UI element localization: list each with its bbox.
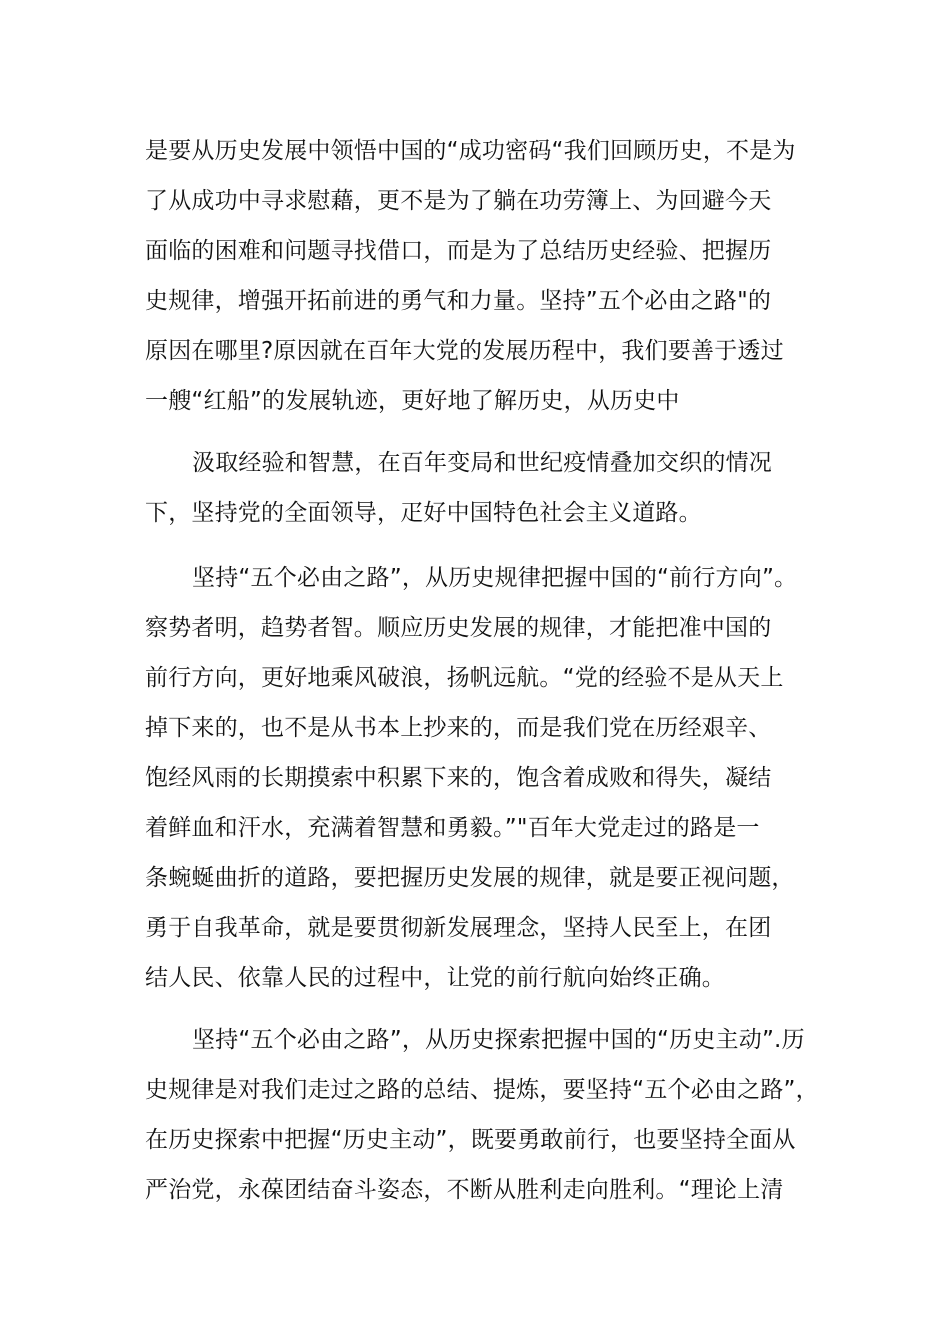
- text-line: 前行方向，更好地乘风破浪，扬帆远航。“党的经验不是从天上: [145, 665, 784, 691]
- text-line: 着鲜血和汗水，充满着智慧和勇毅。”"百年大党走过的路是一: [145, 815, 760, 841]
- text-line: 是要从历史发展中领悟中国的“成功密码“我们回顾历史，不是为: [145, 138, 796, 164]
- paragraph-2: [145, 438, 825, 538]
- text-line: 一艘“红船”的发展轨迹，更好地了解历史，从历史中: [145, 388, 680, 414]
- text-line: 下，坚持党的全面领导，疋好中国特色社会主义道路。: [145, 500, 702, 526]
- paragraph-3: [145, 553, 825, 1003]
- text-line: 汲取经验和智慧，在百年变局和世纪疫情叠加交织的情况: [192, 450, 772, 476]
- text-line: 了从成功中寻求慰藉，更不是为了躺在功劳簿上、为回避今天: [145, 188, 772, 214]
- paragraph-1: [145, 126, 825, 426]
- text-line: 原因在哪里?原因就在百年大党的发展历程中，我们要善于透过: [145, 338, 784, 364]
- text-line: 在历史探索中把握“历史主动”，既要勇敢前行，也要坚持全面从: [145, 1127, 796, 1153]
- text-line: 面临的困难和问题寻找借口，而是为了总结历史经验、把握历: [145, 238, 772, 264]
- paragraph-4: [145, 1015, 825, 1215]
- text-line: 史规律是对我们走过之路的总结、提炼，要坚持“五个必由之路”，: [145, 1077, 819, 1103]
- text-line: 坚持“五个必由之路”，从历史探索把握中国的“历史主动”.历: [192, 1027, 805, 1053]
- text-line: 结人民、依靠人民的过程中，让党的前行航向始终正确。: [145, 965, 725, 991]
- text-line: 条蜿蜒曲折的道路，要把握历史发展的规律，就是要正视问题，: [145, 865, 795, 891]
- text-line: 勇于自我革命，就是要贯彻新发展理念，坚持人民至上，在团: [145, 915, 772, 941]
- text-line: 坚持“五个必由之路”，从历史规律把握中国的“前行方向”。: [192, 565, 798, 591]
- text-line: 严治党，永葆团结奋斗姿态，不断从胜利走向胜利。“理论上清: [145, 1177, 784, 1203]
- text-line: 史规律，增强开拓前进的勇气和力量。坚持”五个必由之路"的: [145, 288, 772, 314]
- text-line: 饱经风雨的长期摸索中积累下来的，饱含着成败和得失，凝结: [145, 765, 772, 791]
- text-line: 察势者明，趋势者智。顺应历史发展的规律，才能把准中国的: [145, 615, 772, 641]
- text-line: 掉下来的，也不是从书本上抄来的，而是我们党在历经艰辛、: [145, 715, 772, 741]
